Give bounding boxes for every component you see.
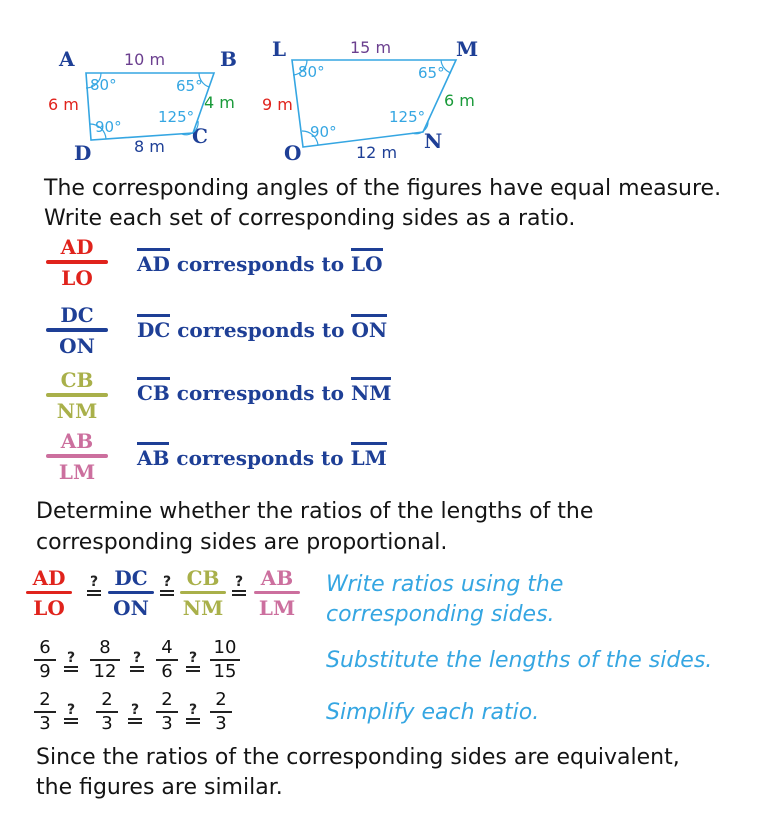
substituted-fraction: 6 9 [34, 638, 56, 682]
question-equals: ? [130, 652, 144, 672]
segment-on: ON [351, 314, 387, 342]
correspondence-ad-lo [137, 252, 383, 276]
segment-ab: AB [137, 442, 169, 470]
conclusion-line-2: the figures are similar. [36, 775, 283, 800]
angle-b: 65° [176, 77, 203, 95]
correspondence-ab-lm [137, 446, 387, 470]
corresponds-text: corresponds to [176, 381, 345, 405]
ratio-denominator: ON [113, 596, 149, 620]
angle-n: 125° [389, 108, 426, 126]
vertex-a: A [59, 47, 75, 71]
side-ab-length: 10 m [124, 50, 166, 69]
write-ratios-note-2: corresponding sides. [326, 602, 555, 627]
ratio-dc-on [46, 303, 108, 358]
ratio-ab-lm [46, 429, 108, 484]
side-lo-length: 9 m [262, 95, 293, 114]
ratio-numerator: AD [60, 235, 94, 259]
ratio-denominator: LO [61, 266, 93, 290]
ratio-numerator: DC [60, 303, 94, 327]
ratio-numerator: CB [186, 566, 220, 590]
determine-line-2: corresponding sides are proportional. [36, 530, 448, 555]
side-on-length: 12 m [356, 143, 398, 162]
angle-o: 90° [310, 123, 337, 141]
question-equals: ? [160, 576, 174, 596]
angle-l: 80° [298, 63, 325, 81]
simplified-fraction: 2 3 [34, 690, 56, 734]
simplify-note: Simplify each ratio. [326, 700, 540, 725]
prop-ratio-ab-lm [254, 566, 300, 620]
correspondence-dc-on [137, 318, 387, 342]
corresponds-text: corresponds to [176, 446, 344, 470]
substituted-fraction: 8 12 [90, 638, 120, 682]
corresponds-text: corresponds to [176, 252, 345, 276]
determine-line-1: Determine whether the ratios of the lengths of the [36, 499, 594, 524]
substituted-fraction: 4 6 [156, 638, 178, 682]
similar-figures-diagram [0, 0, 761, 170]
segment-ad: AD [137, 248, 170, 276]
vertex-d: D [74, 141, 92, 165]
segment-dc: DC [137, 314, 170, 342]
simplified-fraction: 2 3 [210, 690, 232, 734]
correspondence-cb-nm [137, 381, 391, 405]
simplified-fraction: 2 3 [156, 690, 178, 734]
simplified-fraction: 2 3 [96, 690, 118, 734]
question-equals: ? [64, 652, 78, 672]
substituted-fraction: 10 15 [210, 638, 240, 682]
vertex-m: M [456, 37, 479, 61]
prop-ratio-cb-nm [180, 566, 226, 620]
ratio-numerator: AD [32, 566, 66, 590]
side-mn-length: 6 m [444, 91, 475, 110]
ratio-denominator: NM [182, 596, 224, 620]
side-bc-length: 4 m [204, 93, 235, 112]
prop-ratio-dc-on [108, 566, 154, 620]
angle-m: 65° [418, 64, 445, 82]
ratio-numerator: CB [60, 368, 94, 392]
side-lm-length: 15 m [350, 38, 392, 57]
angle-a: 80° [90, 76, 117, 94]
angle-c: 125° [158, 108, 195, 126]
corresponds-text: corresponds to [177, 318, 345, 342]
question-equals: ? [64, 704, 78, 724]
intro-line-1: The corresponding angles of the figures have equal measure. [44, 176, 722, 201]
ratio-denominator: LM [58, 460, 96, 484]
question-equals: ? [128, 704, 142, 724]
segment-nm: NM [351, 377, 391, 405]
ratio-denominator: LO [33, 596, 65, 620]
vertex-o: O [284, 141, 302, 165]
ratio-numerator: AB [60, 429, 94, 453]
ratio-ad-lo [46, 235, 108, 290]
ratio-numerator: AB [260, 566, 294, 590]
segment-cb: CB [137, 377, 170, 405]
question-equals: ? [232, 576, 246, 596]
vertex-b: B [220, 47, 237, 71]
question-equals: ? [186, 652, 200, 672]
conclusion-line-1: Since the ratios of the corresponding sides are equivalent, [36, 745, 680, 770]
write-ratios-note-1: Write ratios using the [326, 572, 564, 597]
vertex-l: L [272, 37, 287, 61]
ratio-denominator: ON [59, 334, 95, 358]
segment-lm: LM [351, 442, 387, 470]
ratio-denominator: NM [56, 399, 98, 423]
question-equals: ? [186, 704, 200, 724]
vertex-c: C [192, 124, 208, 148]
side-ad-length: 6 m [48, 95, 79, 114]
prop-ratio-ad-lo [26, 566, 72, 620]
vertex-n: N [424, 129, 443, 153]
intro-line-2: Write each set of corresponding sides as a ratio. [44, 206, 576, 231]
angle-d: 90° [95, 118, 122, 136]
ratio-denominator: LM [258, 596, 296, 620]
segment-lo: LO [351, 248, 382, 276]
question-equals: ? [87, 576, 101, 596]
side-dc-length: 8 m [134, 137, 165, 156]
substitute-note: Substitute the lengths of the sides. [326, 648, 713, 673]
ratio-numerator: DC [114, 566, 148, 590]
ratio-cb-nm [46, 368, 108, 423]
